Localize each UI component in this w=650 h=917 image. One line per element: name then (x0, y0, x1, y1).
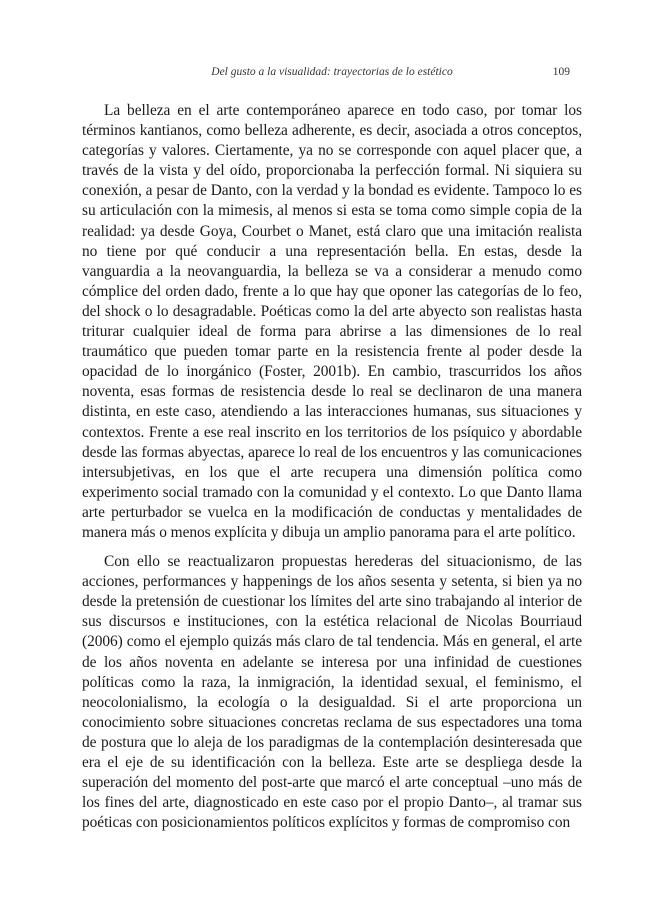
running-title: Del gusto a la visualidad: trayectorias de lo estético (211, 66, 453, 78)
paragraph: Con ello se reactualizaron propuestas herederas del situacionismo, de las acciones, performances y happenings de los años sesenta y setenta, si bien ya no desde la pretensión de cuestionar los límites del arte sino trabajando al interior de sus discursos e instituciones, con la estética relacional de Nicolas Bourriaud (2006) como el ejemplo quizás más claro de tal tendencia. Más en general, el arte de los años noventa en adelante se interesa por una infinidad de cuestiones políticas como la raza, la inmigración, la identidad sexual, el feminismo, el neocolonialismo, la ecología o la desigualdad. Si el arte proporciona un conocimiento sobre situaciones concretas reclama de sus espectadores una toma de postura que lo aleja de los paradigmas de la contemplación desinteresada que era el eje de su identificación con la belleza. Este arte se despliega desde la superación del momento del post-arte que marcó el arte conceptual –uno más de los fines del arte, diagnosticado en este caso por el propio Danto–, al tramar sus poéticas con posicionamientos políticos explícitos y formas de compromiso con (82, 553, 582, 832)
running-header (82, 66, 582, 82)
body-text (82, 101, 582, 842)
page-number: 109 (552, 66, 570, 78)
paragraph: La belleza en el arte contemporáneo aparece en todo caso, por tomar los términos kantianos, como belleza adherente, es decir, asociada a otros conceptos, categorías y valores. Ciertamente, ya no se corresponde con aquel placer que, a través de la vista y del oído, proporcionaba la perfección formal. Ni siquiera su conexión, a pesar de Danto, con la verdad y la bondad es evidente. Tampoco lo es su articulación con la mimesis, al menos si esta se toma como simple copia de la realidad: ya desde Goya, Courbet o Manet, está claro que una imitación realista no tiene por qué conducir a una representación bella. En estas, desde la vanguardia a la neovanguardia, la belleza se va a considerar a menudo como cómplice del orden dado, frente a lo que hay que oponer las categorías de lo feo, del shock o lo desagradable. Poéticas como la del arte abyecto son realistas hasta triturar cualquier ideal de forma para abrirse a las dimensiones de lo real traumático que pueden tomar parte en la resistencia frente al poder desde la opacidad de lo inorgánico (Foster, 2001b). En cambio, trascurridos los años noventa, esas formas de resistencia desde lo real se declinaron de una manera distinta, en este caso, atendiendo a las interacciones humanas, sus situaciones y contextos. Frente a ese real inscrito en los territorios de los psíquico y abordable desde las formas abyectas, aparece lo real de los encuentros y las comunicaciones intersubjetivas, en los que el arte recupera una dimensión política como experimento social tramado con la comunidad y el contexto. Lo que Danto llama arte perturbador se vuelca en la modificación de conductas y mentalidades de manera más o menos explícita y dibuja un amplio panorama para el arte político. (82, 102, 582, 541)
